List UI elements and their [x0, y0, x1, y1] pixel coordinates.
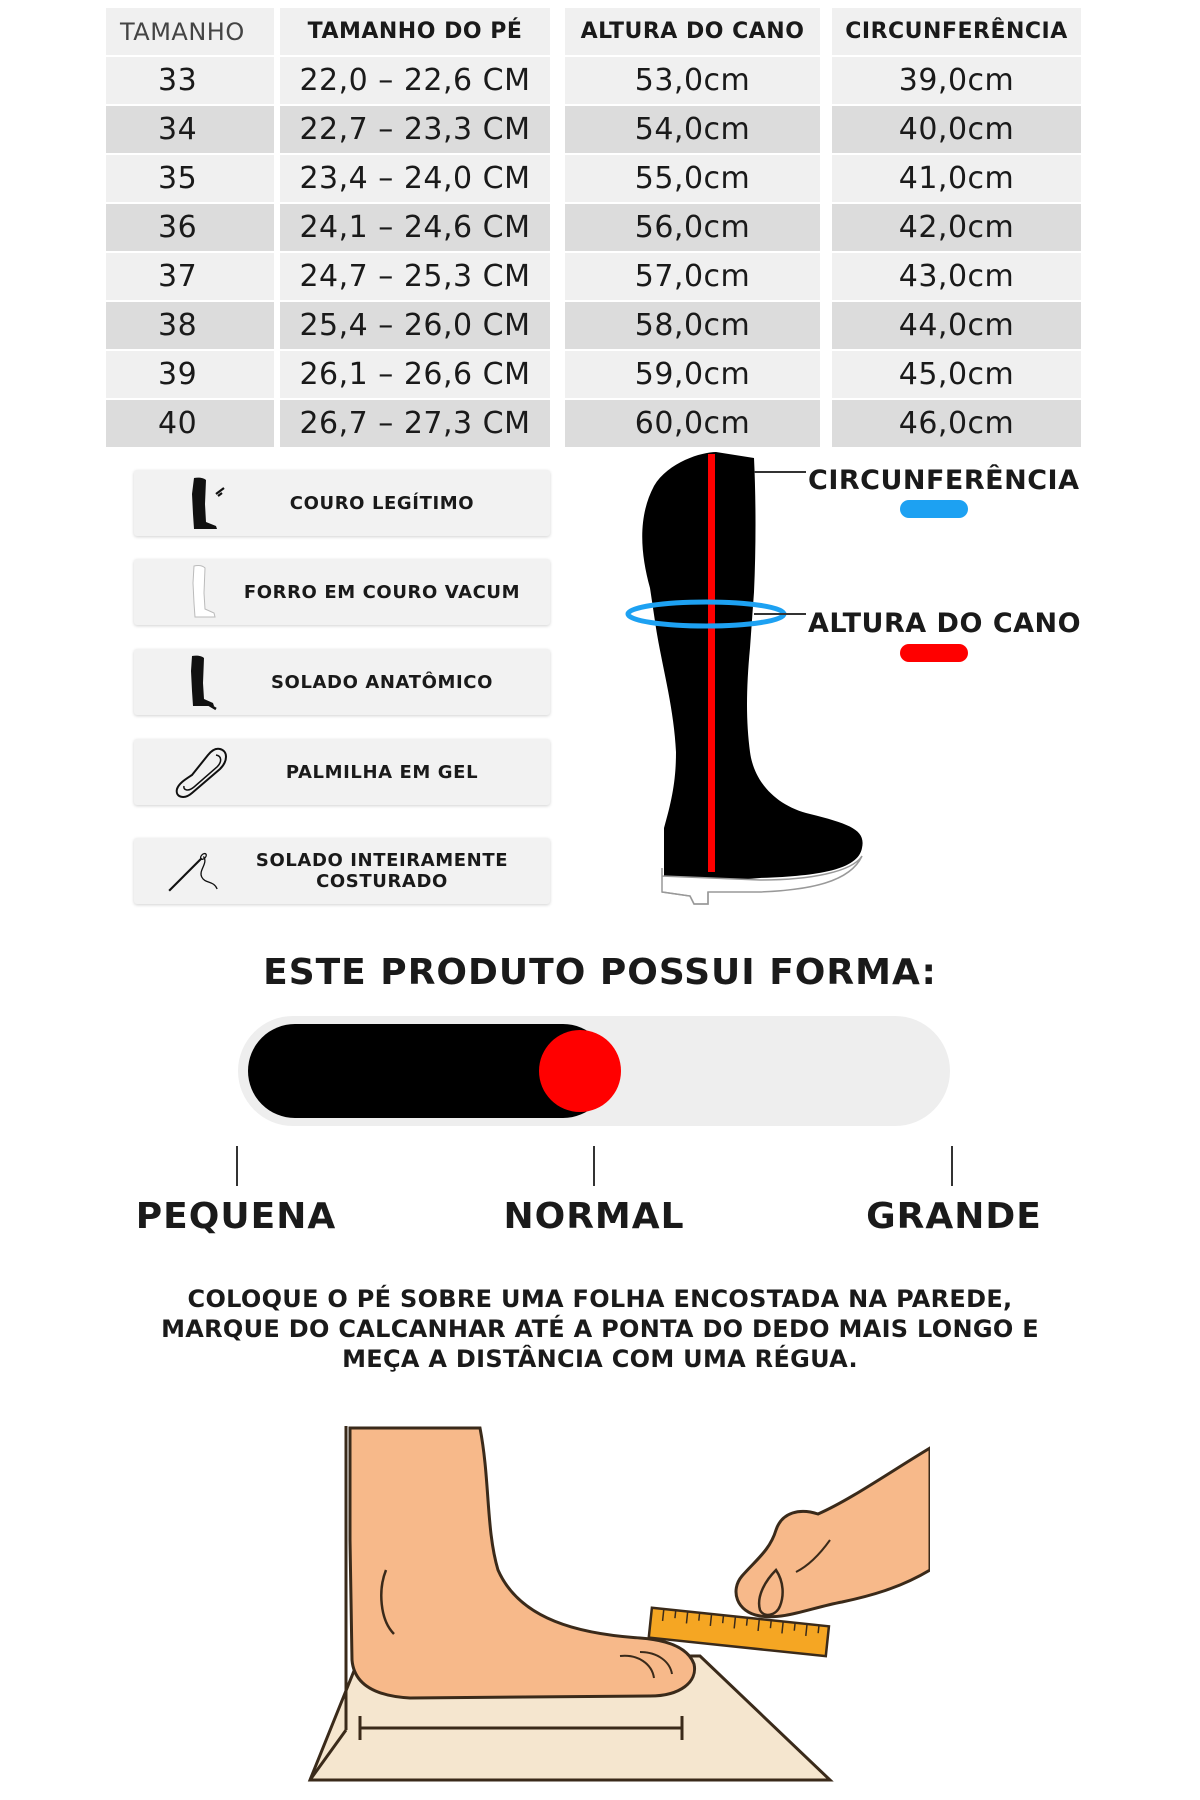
table-cell: 26,7 – 27,3 CM: [280, 400, 550, 447]
table-cell: 54,0cm: [565, 106, 820, 153]
table-cell: 58,0cm: [565, 302, 820, 349]
feature-item: [134, 470, 550, 536]
table-cell: 45,0cm: [832, 351, 1081, 398]
instruction-line: COLOQUE O PÉ SOBRE UMA FOLHA ENCOSTADA NA PAREDE,: [187, 1285, 1013, 1313]
fit-tick-pequena: [236, 1146, 238, 1186]
foot-length-column: [280, 8, 550, 450]
feature-label: SOLADO INTEIRAMENTE COSTURADO: [255, 850, 509, 892]
table-cell: 60,0cm: [565, 400, 820, 447]
circumference-color-pill: [900, 500, 968, 518]
table-cell: 34: [106, 106, 274, 153]
table-cell: 22,7 – 23,3 CM: [280, 106, 550, 153]
table-cell: 24,7 – 25,3 CM: [280, 253, 550, 300]
size-column: [106, 8, 274, 450]
boot-diagram: [610, 452, 900, 916]
feature-item: [134, 838, 550, 904]
table-cell: 43,0cm: [832, 253, 1081, 300]
table-cell: 37: [106, 253, 274, 300]
fit-scale-knob: [539, 1030, 621, 1112]
table-cell: 22,0 – 22,6 CM: [280, 57, 550, 104]
feature-item: [134, 559, 550, 625]
fit-tick-normal: [593, 1146, 595, 1186]
table-cell: 59,0cm: [565, 351, 820, 398]
table-cell: 40: [106, 400, 274, 447]
needle-thread-icon: [164, 842, 224, 900]
size-table: [106, 8, 1081, 450]
instruction-line: MARQUE DO CALCANHAR ATÉ A PONTA DO DEDO MAIS LONGO E: [161, 1315, 1039, 1343]
circumference-label: CIRCUNFERÊNCIA: [808, 465, 1080, 496]
shaft-height-column: [565, 8, 820, 450]
gel-insole-icon: [172, 743, 232, 801]
table-cell: 53,0cm: [565, 57, 820, 104]
shaft-height-label: ALTURA DO CANO: [808, 608, 1082, 639]
table-cell: 24,1 – 24,6 CM: [280, 204, 550, 251]
white-boot-icon: [172, 563, 232, 621]
table-cell: 41,0cm: [832, 155, 1081, 202]
table-cell: 46,0cm: [832, 400, 1081, 447]
shaft-height-color-pill: [900, 644, 968, 662]
table-cell: 23,4 – 24,0 CM: [280, 155, 550, 202]
table-header: CIRCUNFERÊNCIA: [832, 8, 1081, 55]
foot-measuring-illustration: [290, 1420, 930, 1792]
feature-label: PALMILHA EM GEL: [285, 761, 479, 783]
boot-sole-icon: [172, 653, 232, 711]
table-cell: 25,4 – 26,0 CM: [280, 302, 550, 349]
table-cell: 40,0cm: [832, 106, 1081, 153]
table-cell: 26,1 – 26,6 CM: [280, 351, 550, 398]
table-header: TAMANHO DO PÉ: [280, 8, 550, 55]
table-cell: 33: [106, 57, 274, 104]
feature-item: [134, 649, 550, 715]
table-cell: 56,0cm: [565, 204, 820, 251]
measuring-instructions: [0, 1284, 1200, 1374]
table-cell: 39,0cm: [832, 57, 1081, 104]
fit-title: ESTE PRODUTO POSSUI FORMA:: [263, 952, 937, 993]
black-boot-icon: [172, 474, 232, 532]
feature-item: [134, 739, 550, 805]
table-header: ALTURA DO CANO: [565, 8, 820, 55]
table-header: TAMANHO: [106, 8, 274, 55]
table-cell: 36: [106, 204, 274, 251]
table-cell: 57,0cm: [565, 253, 820, 300]
fit-label-normal: NORMAL: [503, 1196, 685, 1237]
fit-label-grande: GRANDE: [866, 1196, 1042, 1237]
table-cell: 35: [106, 155, 274, 202]
instruction-line: MEÇA A DISTÂNCIA COM UMA RÉGUA.: [342, 1345, 858, 1373]
circumference-column: [832, 8, 1081, 450]
table-cell: 55,0cm: [565, 155, 820, 202]
fit-label-pequena: PEQUENA: [135, 1196, 337, 1237]
table-cell: 42,0cm: [832, 204, 1081, 251]
fit-scale-track: [238, 1016, 950, 1126]
feature-label: SOLADO ANATÔMICO: [270, 671, 493, 693]
table-cell: 38: [106, 302, 274, 349]
fit-tick-grande: [951, 1146, 953, 1186]
table-cell: 39: [106, 351, 274, 398]
feature-label: FORRO EM COURO VACUM: [243, 581, 521, 603]
table-cell: 44,0cm: [832, 302, 1081, 349]
feature-label: COURO LEGÍTIMO: [289, 492, 475, 514]
